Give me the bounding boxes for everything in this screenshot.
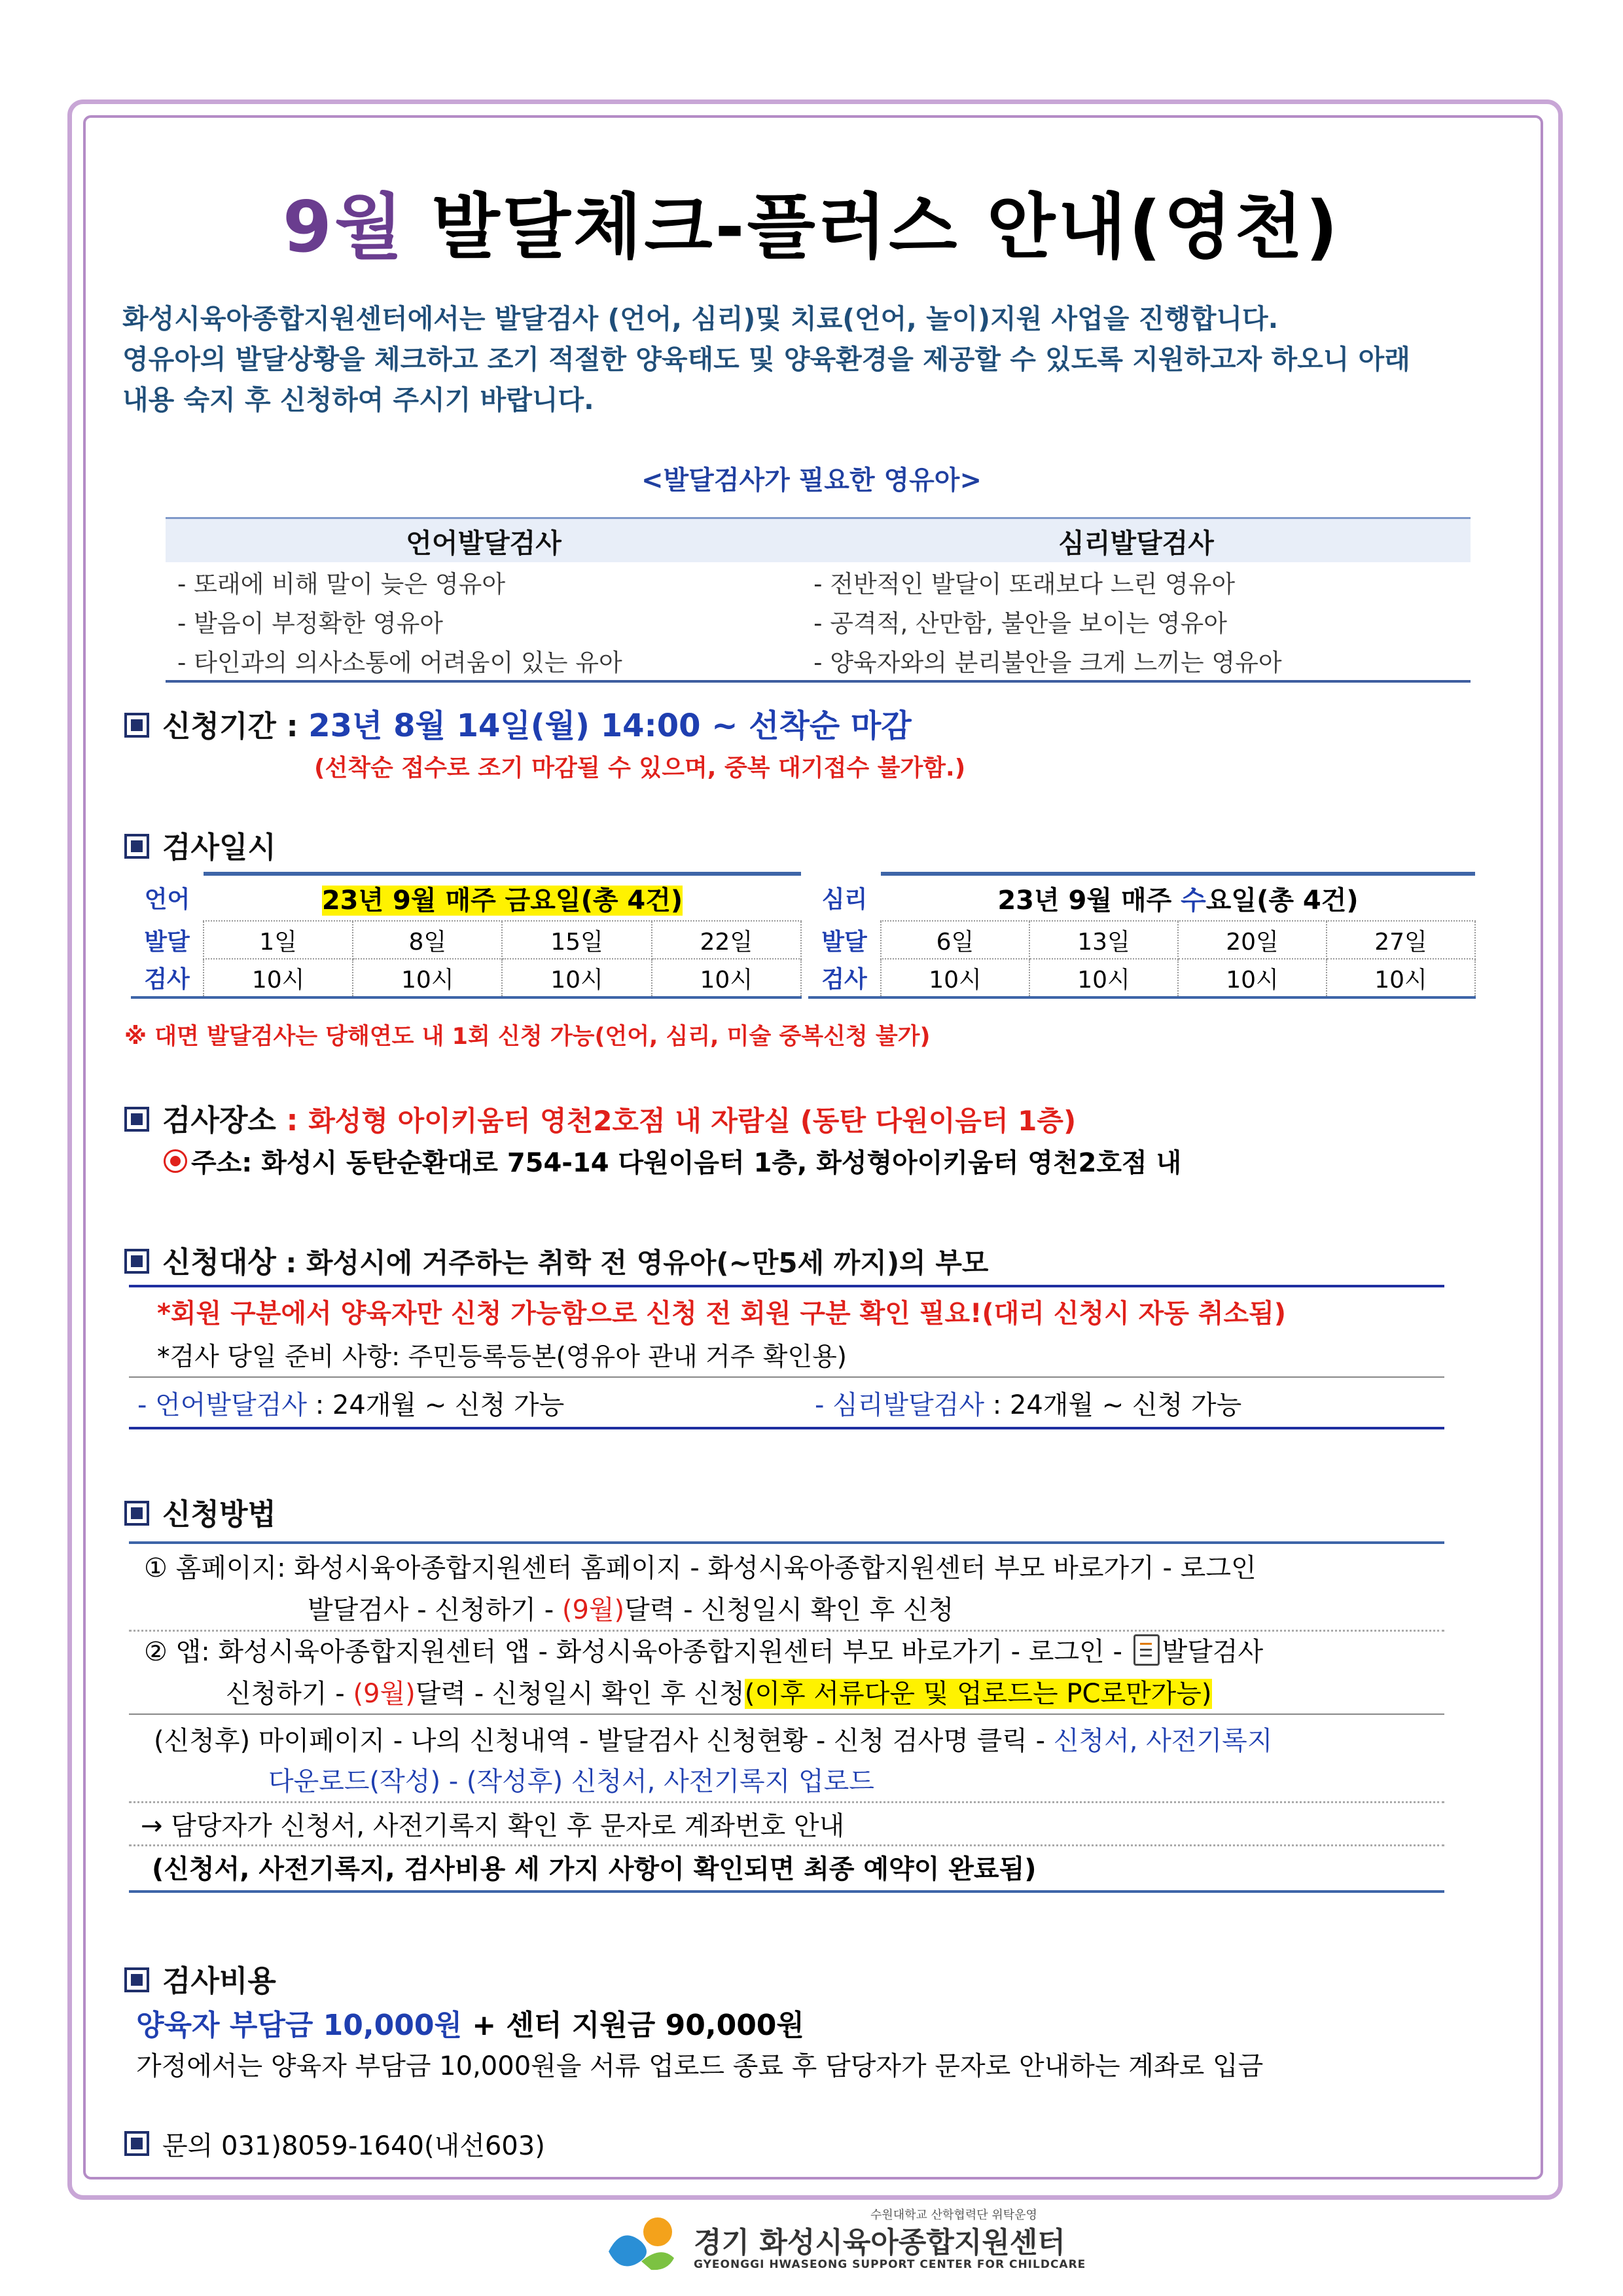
schedule-psych-table [808, 872, 1476, 999]
method-homepage-1: ① 홈페이지: 화성시육아종합지원센터 홈페이지 - 화성시육아종합지원센터 부모 바로가기 - 로그인 [144, 1553, 1257, 1583]
divider [129, 1427, 1444, 1429]
need-col-psych: 심리발달검사 [802, 518, 1471, 563]
period-note: (선착순 접수로 조기 마감될 수 있으며, 중복 대기접수 불가함.) [314, 755, 966, 781]
cost-center-share: + 센터 지원금 90,000원 [461, 2009, 804, 2042]
schedule-language-table [131, 872, 802, 999]
method-homepage-2 [308, 1589, 954, 1626]
schedule-day: 22일 [652, 921, 801, 959]
target-psych-row [815, 1384, 1241, 1422]
target-psych-value: : 24개월 ~ 신청 가능 [984, 1390, 1242, 1420]
period-sep: : [286, 709, 298, 744]
app-step-2c: 달력 - 신청일시 확인 후 신청 [415, 1679, 745, 1709]
place-row [124, 1096, 1076, 1139]
psych-header-pre: 23년 9월 매주 [997, 885, 1181, 916]
need-cell: - 발음이 부정확한 영유아 [177, 609, 444, 637]
divider [129, 1376, 1444, 1378]
schedule-side-label: 검사 [808, 959, 881, 997]
after-step-a: (신청후) 마이페이지 - 나의 신청내역 - 발달검사 신청현황 - 신청 검사명 클릭 - [154, 1726, 1054, 1756]
app-step-b: 발달검사 [1162, 1637, 1264, 1667]
schedule-day: 6일 [881, 921, 1029, 959]
title-main: 발달체크-플러스 안내(영천) [431, 187, 1341, 268]
place-value: 화성형 아이키움터 영천2호점 내 자람실 (동탄 다원이음터 1층) [308, 1105, 1077, 1137]
target-row [124, 1238, 988, 1281]
schedule-day: 8일 [353, 921, 502, 959]
target-label: 신청대상 [162, 1245, 276, 1280]
need-heading: <발달검사가 필요한 영유아> [641, 465, 982, 495]
method-complete: (신청서, 사전기록지, 검사비용 세 가지 사항이 확인되면 최종 예약이 완료됨) [152, 1854, 1037, 1884]
footer-logo [596, 2206, 1086, 2278]
target-language-name: - 언어발달검사 [137, 1390, 307, 1420]
language-header-text: 23년 9월 매주 금요일(총 4건) [321, 885, 683, 916]
contact-text: 문의 031)8059-1640(내선603) [162, 2131, 545, 2161]
target-psych-name: - 심리발달검사 [815, 1390, 984, 1420]
divider [129, 1801, 1444, 1803]
need-cell: - 양육자와의 분리불안을 크게 느끼는 영유아 [802, 641, 1471, 681]
need-table [166, 517, 1471, 683]
method-label: 신청방법 [162, 1497, 276, 1532]
method-heading [124, 1490, 276, 1533]
period-value: 23년 8월 14일(월) 14:00 ~ 선착순 마감 [308, 708, 912, 744]
app-step-a: ② 앱: 화성시육아종합지원센터 앱 - 화성시육아종합지원센터 부모 바로가기 - 로그인 - [144, 1637, 1131, 1667]
center-logo-icon [596, 2206, 687, 2278]
schedule-time: 10시 [652, 959, 801, 997]
schedule-day: 15일 [502, 921, 651, 959]
footer-name-en: GYEONGGI HWASEONG SUPPORT CENTER FOR CHILDCARE [694, 2258, 1086, 2271]
radio-marker-icon [164, 1149, 187, 1173]
psych-header-day: 수 [1181, 885, 1206, 916]
schedule-heading [124, 823, 276, 866]
table-row [166, 562, 1471, 601]
method-after-2: 다운로드(작성) - (작성후) 신청서, 사전기록지 업로드 [268, 1767, 874, 1797]
divider [129, 1844, 1444, 1846]
homepage-step-a: 발달검사 - 신청하기 - [308, 1595, 562, 1625]
clipboard-icon [1133, 1634, 1160, 1666]
need-col-language: 언어발달검사 [166, 518, 802, 563]
page-title [0, 170, 1623, 272]
square-bullet-icon [124, 1967, 149, 1992]
method-guide: → 담당자가 신청서, 사전기록지 확인 후 문자로 계좌번호 안내 [141, 1811, 845, 1841]
need-cell: - 전반적인 발달이 또래보다 느린 영유아 [813, 570, 1236, 598]
schedule-side-label: 검사 [131, 959, 204, 997]
method-app-1 [144, 1631, 1263, 1668]
period-row [124, 700, 912, 745]
need-cell: - 공격적, 산만함, 불안을 보이는 영유아 [813, 609, 1227, 637]
target-language-row [137, 1384, 564, 1422]
intro-line-2: 영유아의 발달상황을 체크하고 조기 적절한 양육태도 및 양육환경을 제공할 수 있도록 지원하고자 하오니 아래 [122, 344, 1410, 375]
schedule-day: 27일 [1327, 921, 1475, 959]
target-value: : 화성시에 거주하는 취학 전 영유아(~만5세 까지)의 부모 [276, 1247, 989, 1279]
target-prep: *검사 당일 준비 사항: 주민등록등본(영유아 관내 거주 확인용) [157, 1342, 847, 1372]
table-row [166, 641, 1471, 681]
footer-name-ko: 경기 화성시육아종합지원센터 [694, 2226, 1065, 2259]
schedule-day: 1일 [204, 921, 353, 959]
need-cell: - 또래에 비해 말이 늦은 영유아 [177, 570, 506, 598]
schedule-side-label: 발달 [144, 928, 190, 956]
address-row [164, 1142, 1181, 1179]
schedule-day: 20일 [1178, 921, 1327, 959]
schedule-time: 10시 [1178, 959, 1327, 997]
place-label: 검사장소 [162, 1103, 276, 1138]
period-label: 신청기간 [162, 709, 276, 744]
schedule-time: 10시 [502, 959, 651, 997]
homepage-step-c: 달력 - 신청일시 확인 후 신청 [624, 1595, 954, 1625]
cost-parent-share: 양육자 부담금 10,000원 [136, 2009, 462, 2042]
target-warning: *회원 구분에서 양육자만 신청 가능함으로 신청 전 회원 구분 확인 필요!(대리 신청시 자동 취소됨) [157, 1299, 1287, 1329]
place-sep: : [276, 1103, 309, 1138]
cost-line-1 [136, 2001, 804, 2043]
title-month: 9월 [282, 187, 406, 268]
footer-operator: 수원대학교 산학협력단 위탁운영 [870, 2208, 1037, 2222]
psych-header-post: 요일(총 4건) [1205, 885, 1359, 916]
square-bullet-icon [124, 1107, 149, 1132]
square-bullet-icon [124, 1501, 149, 1526]
need-cell: - 타인과의 의사소통에 어려움이 있는 유아 [166, 641, 802, 681]
table-row [166, 601, 1471, 641]
schedule-side-label: 심리 [821, 886, 868, 913]
square-bullet-icon [124, 834, 149, 859]
app-step-2a: 신청하기 - [226, 1679, 353, 1709]
place-address: 주소: 화성시 동탄순환대로 754-14 다원이음터 1층, 화성형아이키움터 영천2호점 내 [191, 1148, 1182, 1178]
schedule-label: 검사일시 [162, 830, 276, 865]
schedule-language-header [204, 874, 801, 921]
app-step-month: (9월) [353, 1679, 416, 1709]
after-step-b: 신청서, 사전기록지 [1053, 1726, 1273, 1756]
intro-line-1: 화성시육아종합지원센터에서는 발달검사 (언어, 심리)및 치료(언어, 놀이)지원 사업을 진행합니다. [122, 303, 1279, 334]
schedule-psych-header [881, 874, 1475, 921]
schedule-time: 10시 [1029, 959, 1178, 997]
schedule-time: 10시 [353, 959, 502, 997]
square-bullet-icon [124, 2131, 149, 2156]
cost-label: 검사비용 [162, 1964, 276, 1998]
intro-line-3: 내용 숙지 후 신청하여 주시기 바랍니다. [122, 384, 594, 416]
divider [129, 1890, 1444, 1893]
square-bullet-icon [124, 1249, 149, 1274]
contact-row [124, 2125, 545, 2162]
schedule-time: 10시 [881, 959, 1029, 997]
method-app-2 [226, 1673, 1212, 1710]
divider [129, 1285, 1444, 1287]
schedule-time: 10시 [1327, 959, 1475, 997]
target-language-value: : 24개월 ~ 신청 가능 [307, 1390, 565, 1420]
square-bullet-icon [124, 713, 149, 738]
schedule-side-label: 언어 [144, 886, 190, 913]
schedule-day: 13일 [1029, 921, 1178, 959]
cost-line-2: 가정에서는 양육자 부담금 10,000원을 서류 업로드 종료 후 담당자가 문자로 안내하는 계좌로 입금 [136, 2051, 1264, 2081]
schedule-time: 10시 [204, 959, 353, 997]
app-step-pc-only: (이후 서류다운 및 업로드는 PC로만가능) [744, 1679, 1212, 1709]
divider [129, 1541, 1444, 1544]
divider [129, 1713, 1444, 1715]
method-after-1 [154, 1720, 1272, 1757]
schedule-note: ※ 대면 발달검사는 당해연도 내 1회 신청 가능(언어, 심리, 미술 중복신청 불가) [124, 1024, 931, 1050]
schedule-side-label: 발달 [821, 928, 867, 956]
cost-heading [124, 1957, 276, 2000]
homepage-step-month: (9월) [562, 1595, 625, 1625]
